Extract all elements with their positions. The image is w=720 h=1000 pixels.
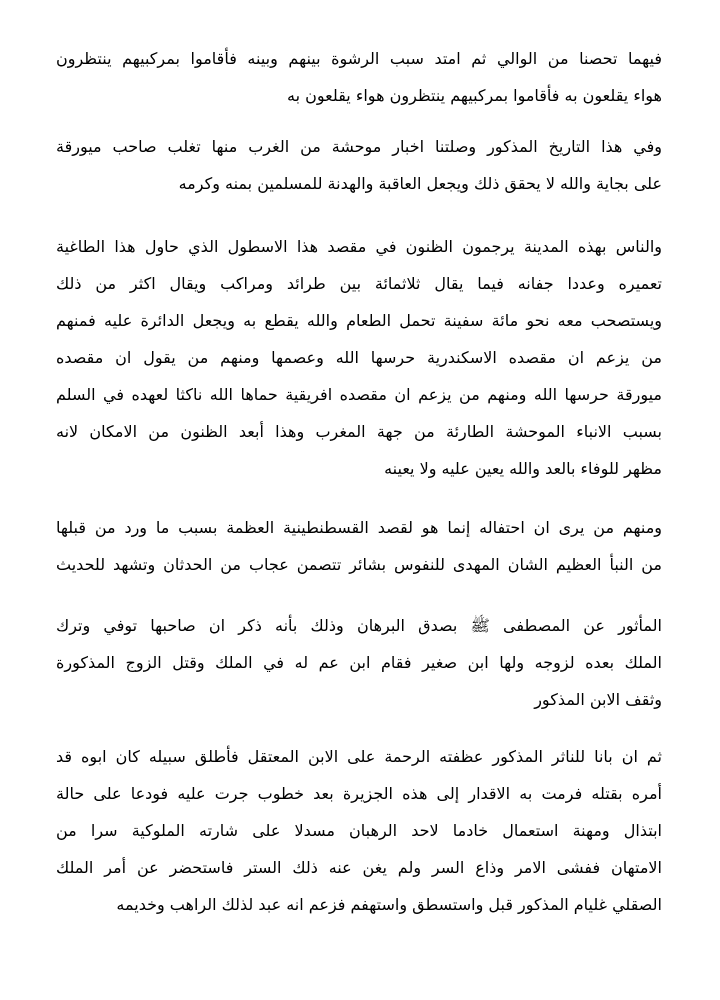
text-line: الصقلي غليام المذكور قبل واستسطق واستهفم فزعم انه عبد لذلك الراهب وخديمه	[116, 895, 662, 914]
text-line: مظهر للوفاء بالعد والله يعين عليه ولا يعينه	[384, 459, 662, 478]
text-line: ميورقة حرسها الله ومنهم من يزعم ان مقصده افريقية حماها الله ناكثا لعهده في السلم	[56, 385, 662, 404]
text-line: ابتذال ومهنة استعمال خادما لاحد الرهبان مسدلا على شارته الملوكية سرا من	[56, 821, 662, 840]
text-line: هواء يقلعون به فأقاموا بمركبيهم ينتظرون هواء يقلعون به	[287, 86, 662, 105]
text-line: أمره بقتله فرمت به الاقدار إلى هذه الجزيرة بعد خطوب جرت عليه فودعا على حالة	[56, 784, 662, 803]
text-line: ويستصحب معه نحو مائة سفينة تحمل الطعام والله يقطع به ويجعل الدائرة عليه فمنهم	[56, 311, 662, 330]
paragraph-6	[56, 738, 662, 923]
text-line: وفي هذا التاريخ المذكور وصلتنا اخبار موحشة من الغرب منها تغلب صاحب ميورقة	[56, 137, 662, 156]
text-line: بسبب الانباء الموحشة الطارئة من جهة المغرب وهذا أبعد الظنون من الامكان لانه	[56, 422, 662, 441]
text-line: على بجاية والله لا يحقق ذلك ويجعل العاقبة والهدنة للمسلمين بمنه وكرمه	[178, 174, 662, 193]
paragraph-4	[56, 509, 662, 583]
paragraph-1	[56, 40, 662, 114]
text-line: والناس بهذه المدينة يرجمون الظنون في مقصد هذا الاسطول الذي حاول هذا الطاغية	[56, 237, 662, 256]
text-line: الملك بعده لزوجه ولها ابن صغير فقام ابن عم له في الملك وقتل الزوج المذكورة	[56, 653, 662, 672]
paragraph-2	[56, 128, 662, 202]
paragraph-3	[56, 228, 662, 487]
text-line: المأثور عن المصطفى ﷺ بصدق البرهان وذلك بأنه ذكر ان صاحبها توفي وترك	[56, 616, 662, 635]
paragraph-5	[56, 607, 662, 718]
text-line: الامتهان ففشى الامر وذاع السر ولم يغن عنه ذلك الستر فاستحضر عن أمر الملك	[56, 858, 662, 877]
text-line: من النبأ العظيم الشان المهدى للنفوس بشائر تتصمن عجاب من الحدثان وتشهد للحديث	[56, 555, 662, 574]
text-line: تعميره وعددا جفانه فيما يقال ثلاثمائة بين طرائد ومراكب ويقال اكثر من ذلك	[56, 274, 662, 293]
text-line: ومنهم من يرى ان احتفاله إنما هو لقصد القسطنطينية العظمة بسبب ما ورد من قبلها	[56, 518, 662, 537]
text-line: من يزعم ان مقصده الاسكندرية حرسها الله وعصمها ومنهم من يقول ان مقصده	[56, 348, 662, 367]
text-line: ثم ان بانا للناثر المذكور عظفته الرحمة على الابن المعتقل فأطلق سبيله كان ابوه قد	[56, 747, 662, 766]
text-line: وثقف الابن المذكور	[534, 690, 662, 709]
text-line: فيهما تحصنا من الوالي ثم امتد سبب الرشوة بينهم وبينه فأقاموا بمركبيهم ينتظرون	[56, 49, 662, 68]
